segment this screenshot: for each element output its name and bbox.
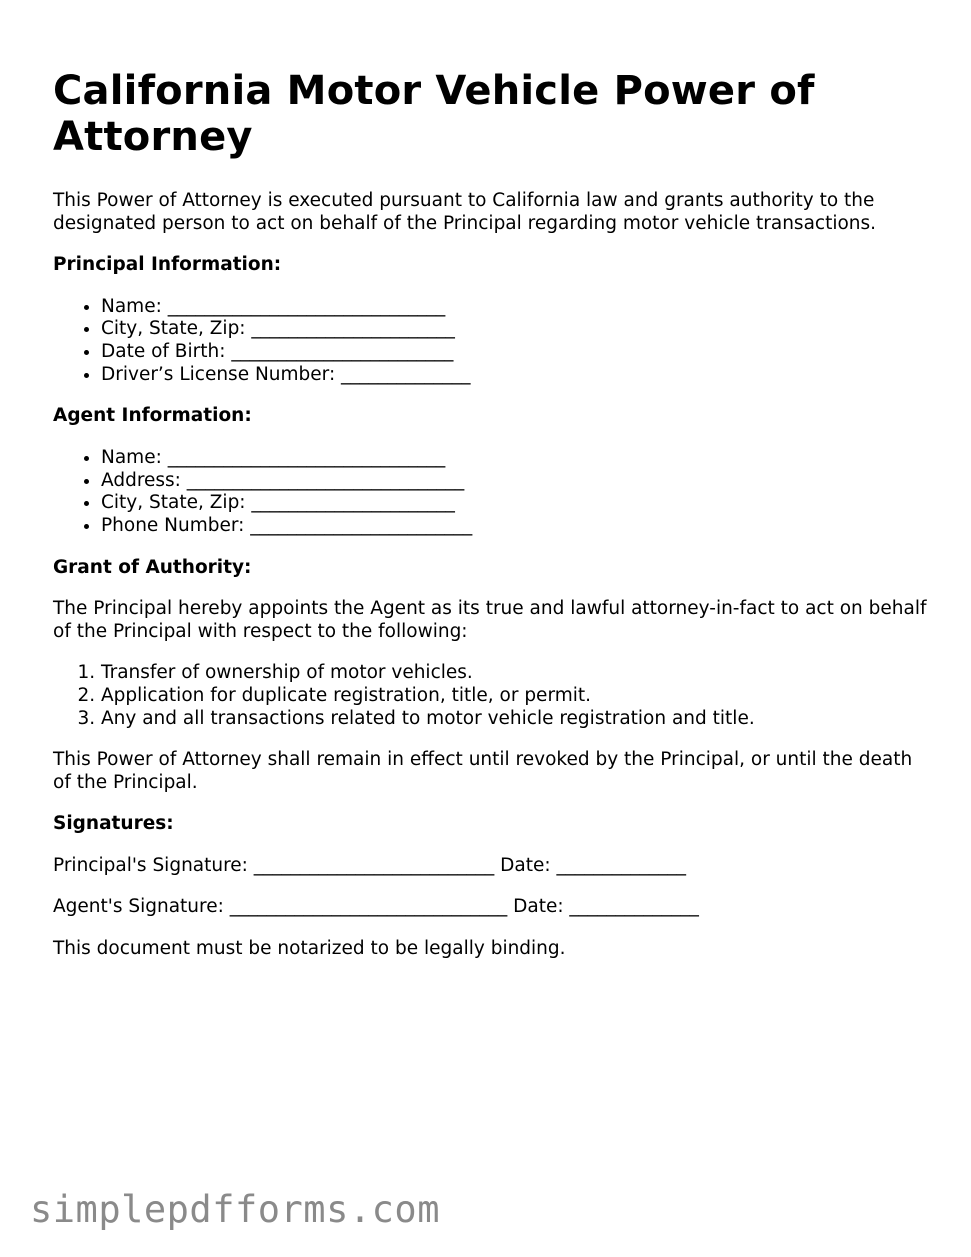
duration-paragraph: This Power of Attorney shall remain in effect until revoked by the Principal, or until the death of the Principal. [53, 749, 913, 793]
intro-paragraph: This Power of Attorney is executed pursuant to California law and grants authority to the designated person to act on behalf of the Principal regarding motor vehicle transactions. [53, 190, 877, 234]
watermark: simplepdfforms.com [30, 1188, 440, 1231]
principal-heading: Principal Information: [53, 254, 282, 275]
principal-name-field: • Name: ______________________________ [101, 296, 933, 319]
agent-heading: Agent Information: [53, 405, 252, 427]
principal-city-state-zip-field: • City, State, Zip: ______________________ [101, 318, 933, 341]
grant-item: 2. Application for duplicate registration, title, or permit. [101, 685, 933, 708]
agent-city-state-zip-field: • City, State, Zip: ______________________ [101, 492, 933, 515]
notary-note: This document must be notarized to be legally binding. [53, 937, 566, 959]
document-page [53, 68, 933, 979]
grant-heading: Grant of Authority: [53, 556, 252, 578]
principal-signature-line: Principal's Signature: __________________________ Date: ______________ [53, 854, 687, 876]
grant-items-list [53, 662, 933, 730]
principal-drivers-license-field: • Driver’s License Number: ______________ [101, 364, 933, 387]
principal-date-of-birth-field: • Date of Birth: ________________________ [101, 341, 933, 364]
grant-paragraph: The Principal hereby appoints the Agent as its true and lawful attorney-in-fact to act on behalf of the Principal with respect to the following: [53, 598, 927, 642]
agent-address-field: • Address: ______________________________ [101, 470, 933, 493]
grant-item: 1. Transfer of ownership of motor vehicles. [101, 662, 933, 685]
agent-signature-line: Agent's Signature: ______________________________ Date: ______________ [53, 896, 699, 918]
signatures-heading: Signatures: [53, 813, 174, 835]
document-title: California Motor Vehicle Power of Attorney [53, 68, 815, 160]
agent-name-field: • Name: ______________________________ [101, 447, 933, 470]
agent-fields-list [53, 447, 933, 538]
grant-item: 3. Any and all transactions related to motor vehicle registration and title. [101, 708, 933, 731]
principal-fields-list [53, 296, 933, 387]
agent-phone-number-field: • Phone Number: ________________________ [101, 515, 933, 538]
